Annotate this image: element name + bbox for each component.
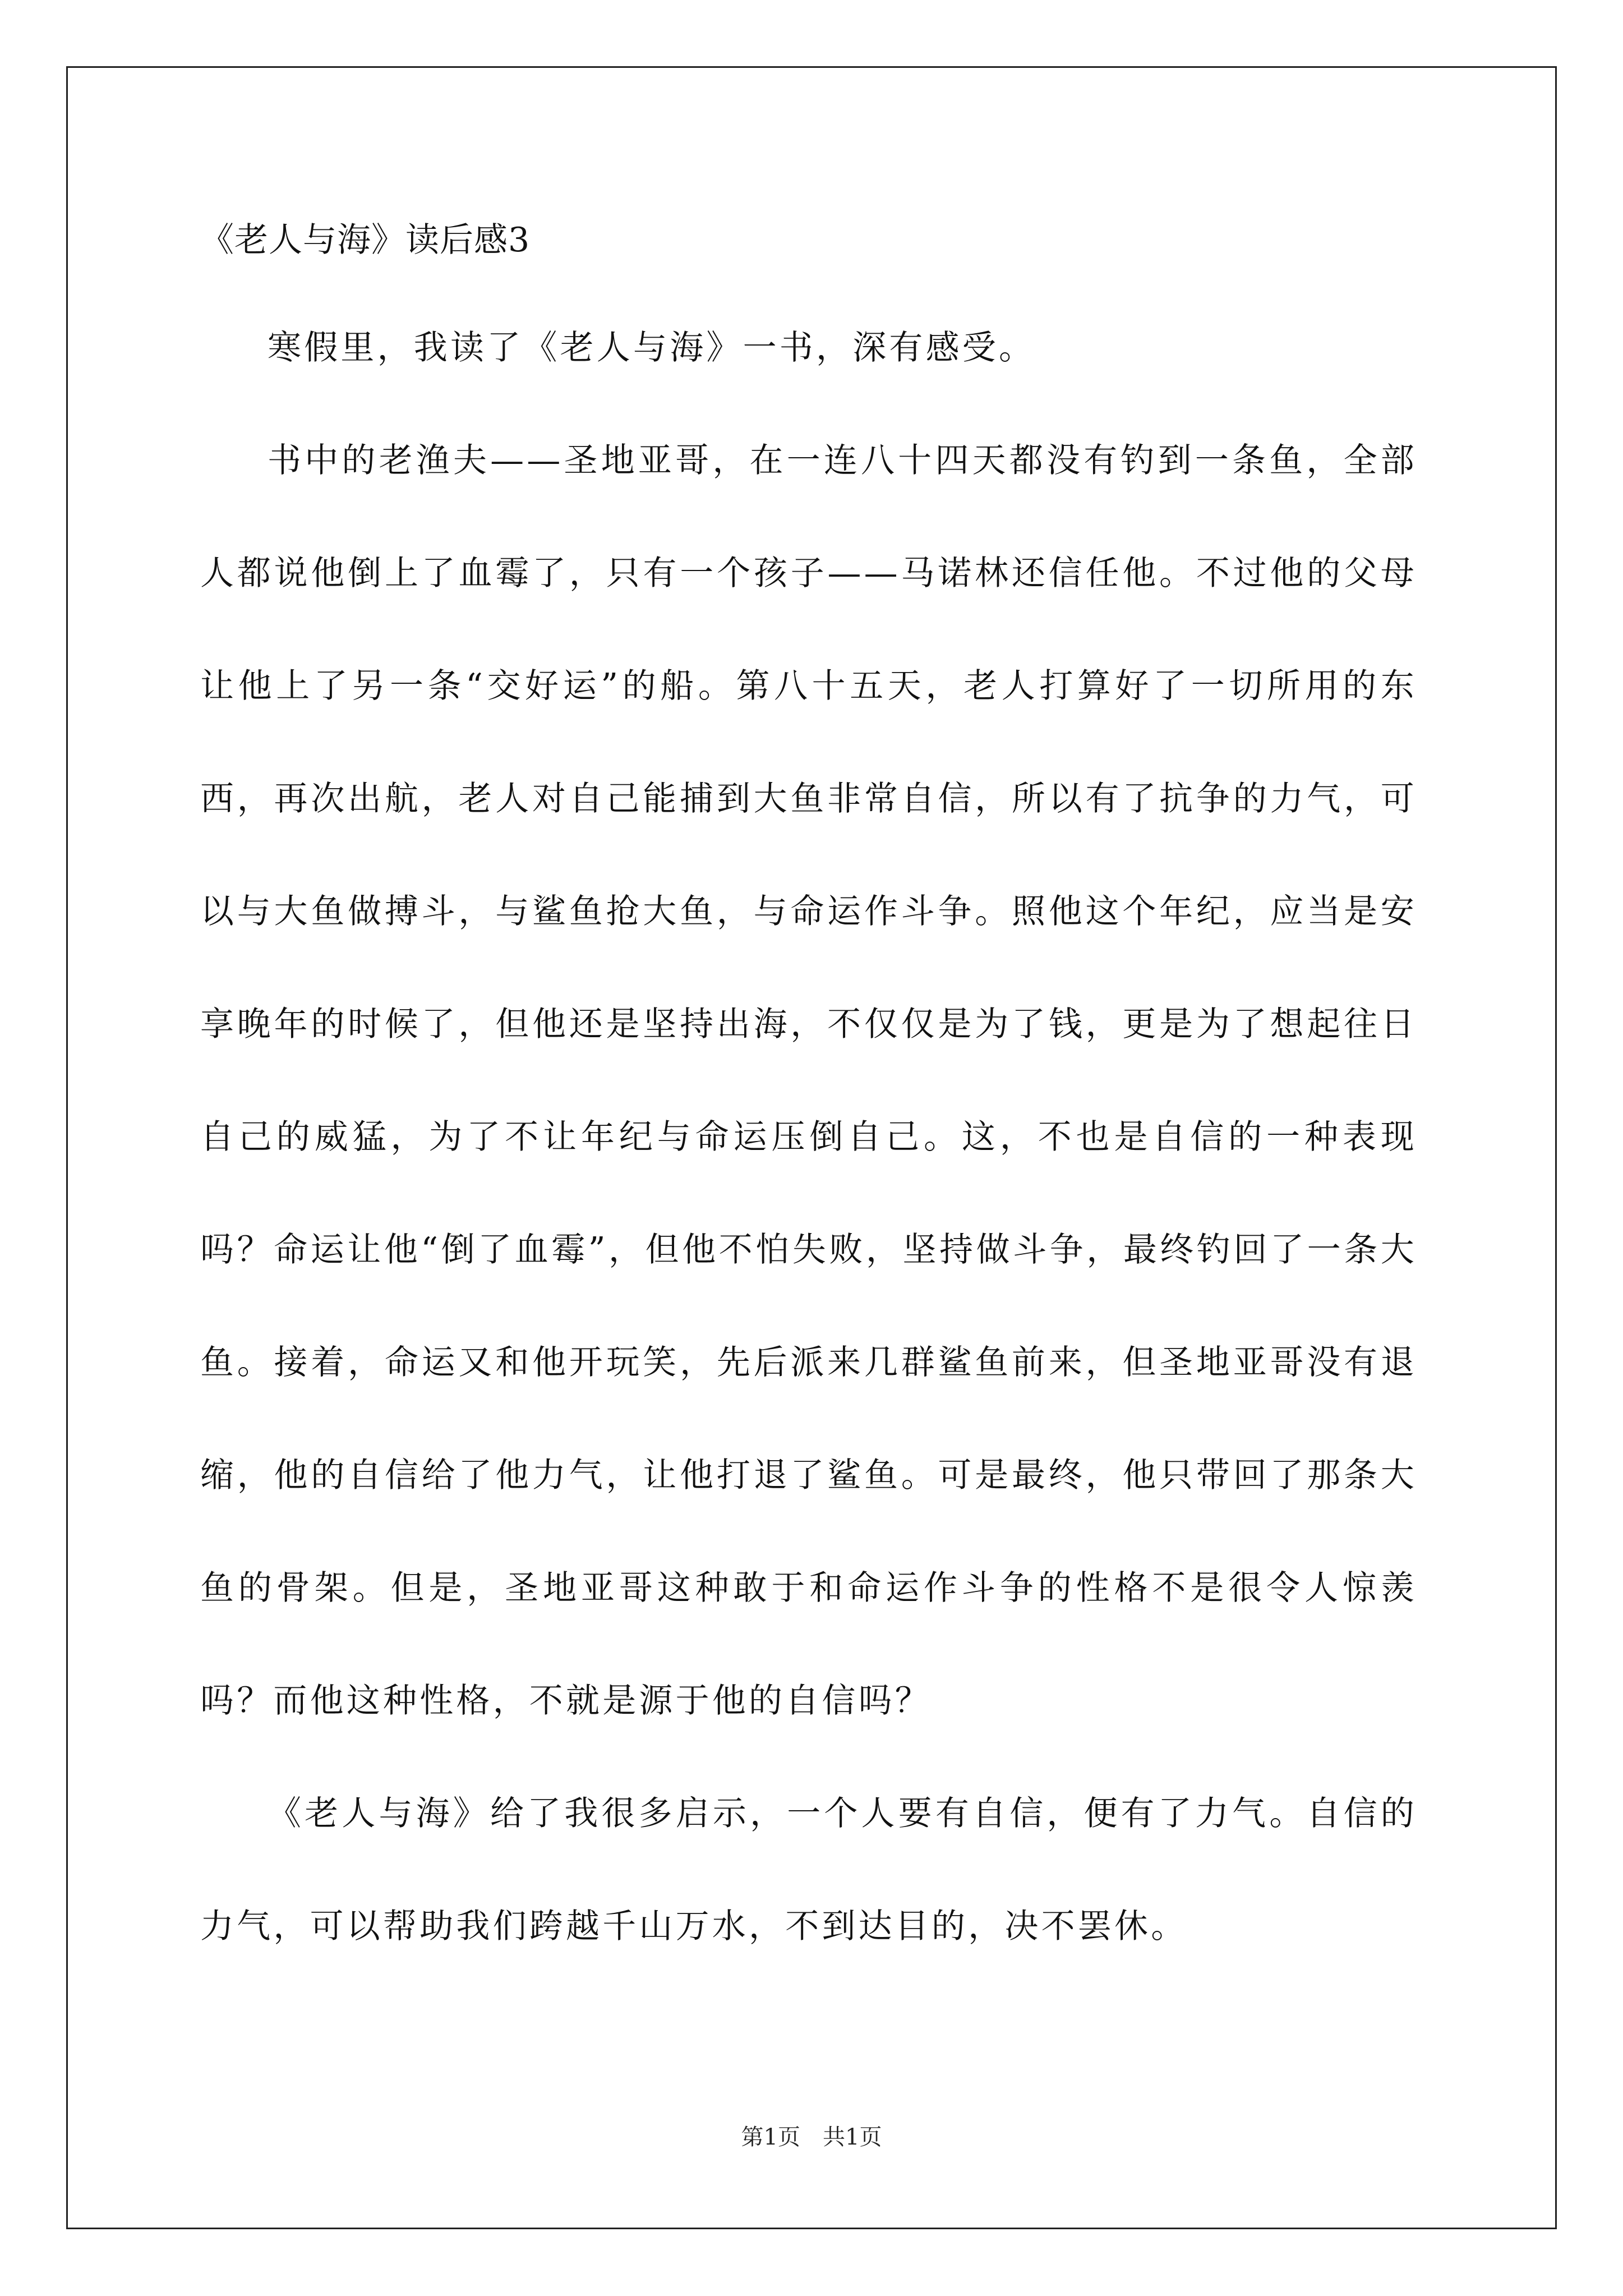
paragraph-intro: 寒假里，我读了《老人与海》一书，深有感受。 [268,328,1036,367]
paragraph-story: 书中的老渔夫——圣地亚哥，在一连八十四天都没有钓到一条鱼，全部人都说他倒上了血霉了，只有一个孩子——马诺林还信任他。不过他的父母让他上了另一条“交好运”的船。第八十五天，老人打算好了一切所用的东西，再次出航，老人对自己能捕到大鱼非常自信，所以有了抗争的力气，可以与大鱼做搏斗，与鲨鱼抢大鱼，与命运作斗争。照他这个年纪，应当是安享晚年的时候了，但他还是坚持出海，不仅仅是为了钱，更是为了想起往日自己的威猛，为了不让年纪与命运压倒自己。这，不也是自信的一种表现吗？命运让他“倒了血霉”，但他不怕失败，坚持做斗争，最终钓回了一条大鱼。接着，命运又和他开玩笑，先后派来几群鲨鱼前来，但圣地亚哥没有退缩，他的自信给了他力气，让他打退了鲨鱼。可是最终，他只带回了那条大鱼的骨架。但是，圣地亚哥这种敢于和命运作斗争的性格不是很令人惊羡吗？而他这种性格，不就是源于他的自信吗？ [200,441,1417,1720]
document-title: 《老人与海》读后感3 [200,220,531,260]
document-body [200,292,1417,1983]
paragraph-conclusion: 《老人与海》给了我很多启示，一个人要有自信，便有了力气。自信的力气，可以帮助我们跨越千山万水，不到达目的，决不罢休。 [200,1794,1417,1946]
page-number: 第1页 共1页 [741,2124,882,2150]
